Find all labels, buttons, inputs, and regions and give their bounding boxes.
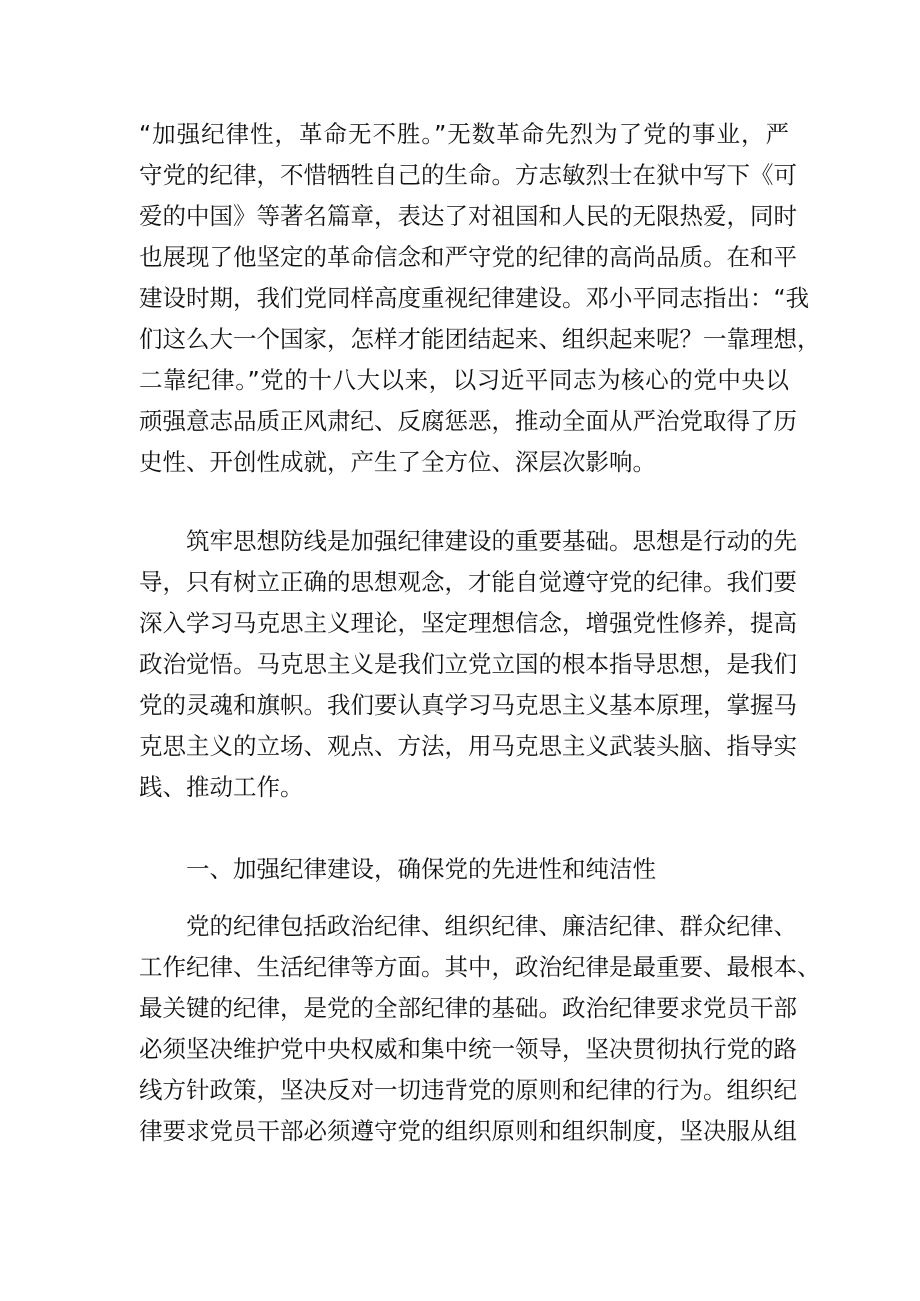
text-line: “加强纪律性，革命无不胜。”无数革命先烈为了党的事业，严 [139, 120, 789, 148]
text-line: 工作纪律、生活纪律等方面。其中，政治纪律是最重要、最根本、 [139, 953, 821, 981]
text-line: 导，只有树立正确的思想观念，才能自觉遵守党的纪律。我们要 [139, 568, 797, 596]
text-line: 最关键的纪律，是党的全部纪律的基础。政治纪律要求党员干部 [139, 994, 797, 1022]
text-line: 守党的纪律，不惜牺牲自己的生命。方志敏烈士在狱中写下《可 [139, 161, 797, 189]
text-line: 们这么大一个国家，怎样才能团结起来、组织起来呢？一靠理想， [139, 325, 821, 353]
text-line: 建设时期，我们党同样高度重视纪律建设。邓小平同志指出：“我 [139, 284, 810, 312]
text-line: 律要求党员干部必须遵守党的组织原则和组织制度，坚决服从组 [139, 1117, 797, 1145]
text-line: 党的纪律包括政治纪律、组织纪律、廉洁纪律、群众纪律、 [186, 912, 797, 940]
text-line: 践、推动工作。 [139, 773, 304, 801]
text-line: 党的灵魂和旗帜。我们要认真学习马克思主义基本原理，掌握马 [139, 691, 797, 719]
text-line: 必须坚决维护党中央权威和集中统一领导，坚决贯彻执行党的路 [139, 1035, 797, 1063]
heading-text: 一、加强纪律建设，确保党的先进性和纯洁性 [186, 855, 656, 883]
paragraph-party-discipline [139, 906, 821, 1152]
paragraph-ideological-defense [139, 521, 797, 808]
text-line: 爱的中国》等著名篇章，表达了对祖国和人民的无限热爱，同时 [139, 202, 797, 230]
text-line: 深入学习马克思主义理论，坚定理想信念，增强党性修养，提高 [139, 609, 797, 637]
text-line: 二靠纪律。”党的十八大以来，以习近平同志为核心的党中央以 [139, 366, 789, 394]
text-line: 史性、开创性成就，产生了全方位、深层次影响。 [139, 448, 656, 476]
paragraph-discipline-history [139, 114, 821, 483]
text-line: 线方针政策，坚决反对一切违背党的原则和纪律的行为。组织纪 [139, 1076, 797, 1104]
text-line: 筑牢思想防线是加强纪律建设的重要基础。思想是行动的先 [186, 527, 797, 555]
text-line: 政治觉悟。马克思主义是我们立党立国的根本指导思想，是我们 [139, 650, 797, 678]
text-line: 也展现了他坚定的革命信念和严守党的纪律的高尚品质。在和平 [139, 243, 797, 271]
text-line: 顽强意志品质正风肃纪、反腐惩恶，推动全面从严治党取得了历 [139, 407, 797, 435]
section-heading [139, 849, 789, 890]
text-line: 克思主义的立场、观点、方法，用马克思主义武装头脑、指导实 [139, 732, 797, 760]
